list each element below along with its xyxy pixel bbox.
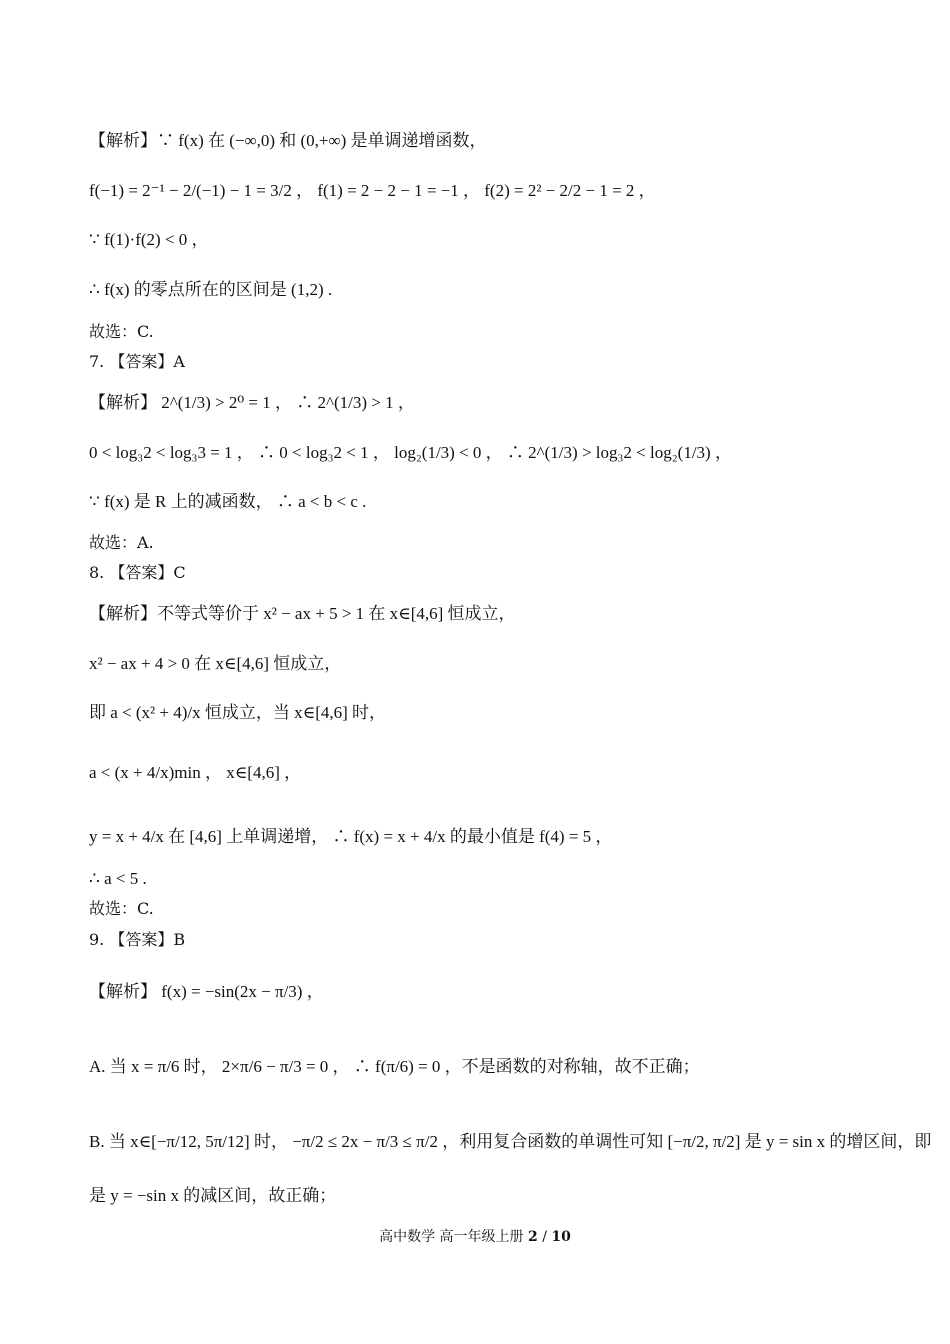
analysis-line-1: 【解析】∵ f(x) 在 (−∞,0) 和 (0,+∞) 是单调递增函数，: [89, 131, 487, 150]
analysis-line-3: ∵ f(1)·f(2) < 0 ，: [89, 230, 209, 249]
analysis-line-8-4: a < (x + 4/x)min ， x∈[4,6] ，: [89, 763, 302, 782]
answer-heading-7: 7. 【答案】A: [89, 352, 185, 371]
choice-line-8: 故选：C.: [89, 899, 154, 918]
choice-line-7: 故选：A.: [89, 533, 154, 552]
analysis-line-7-1: 【解析】 2^(1/3) > 2⁰ = 1 ， ∴ 2^(1/3) > 1 ，: [89, 393, 415, 412]
page-footer: [0, 1226, 950, 1246]
footer-page-number: 2: [528, 1229, 538, 1245]
option-b-line: B. 当 x∈[−π/12, 5π/12] 时， −π/2 ≤ 2x − π/3 ≤ π/2 ，利用复合函数的单调性可知 [−π/2, π/2] 是 y = sin x 的增区间，即: [89, 1132, 932, 1151]
answer-heading-8: 8. 【答案】C: [89, 563, 186, 582]
analysis-line-8-2: x² − ax + 4 > 0 在 x∈[4,6] 恒成立，: [89, 654, 342, 673]
footer-page-total: 10: [551, 1229, 571, 1245]
analysis-line-4: ∴ f(x) 的零点所在的区间是 (1,2) .: [89, 280, 333, 299]
analysis-line-7-3: ∵ f(x) 是 R 上的减函数， ∴ a < b < c .: [89, 492, 367, 511]
analysis-line-8-6: ∴ a < 5 .: [89, 869, 147, 888]
option-b-line-cont: 是 y = −sin x 的减区间，故正确；: [89, 1186, 337, 1205]
analysis-line-9-1: 【解析】 f(x) = −sin(2x − π/3) ，: [89, 982, 324, 1001]
footer-course-label: 高中数学 高一年级上册: [379, 1229, 529, 1245]
analysis-line-8-3: 即 a < (x² + 4)/x 恒成立，当 x∈[4,6] 时，: [89, 703, 387, 722]
analysis-line-8-1: 【解析】不等式等价于 x² − ax + 5 > 1 在 x∈[4,6] 恒成立，: [89, 604, 516, 623]
analysis-line-7-2: 0 < log₃2 < log₃3 = 1 ， ∴ 0 < log₃2 < 1 ， log₂(1/3) < 0 ， ∴ 2^(1/3) > log₃2 < log₂(1/3) ，: [89, 443, 732, 462]
option-a-line: A. 当 x = π/6 时， 2×π/6 − π/3 = 0 ， ∴ f(π/6) = 0 ，不是函数的对称轴，故不正确；: [89, 1057, 700, 1076]
analysis-line-2: f(−1) = 2⁻¹ − 2/(−1) − 1 = 3/2 ， f(1) = 2 − 2 − 1 = −1 ， f(2) = 2² − 2/2 − 1 = 2 ，: [89, 181, 656, 200]
analysis-line-8-5: y = x + 4/x 在 [4,6] 上单调递增， ∴ f(x) = x + 4/x 的最小值是 f(4) = 5 ，: [89, 827, 613, 846]
footer-separator: /: [537, 1229, 552, 1245]
choice-line-6: 故选：C.: [89, 322, 154, 341]
answer-heading-9: 9. 【答案】B: [89, 930, 186, 949]
